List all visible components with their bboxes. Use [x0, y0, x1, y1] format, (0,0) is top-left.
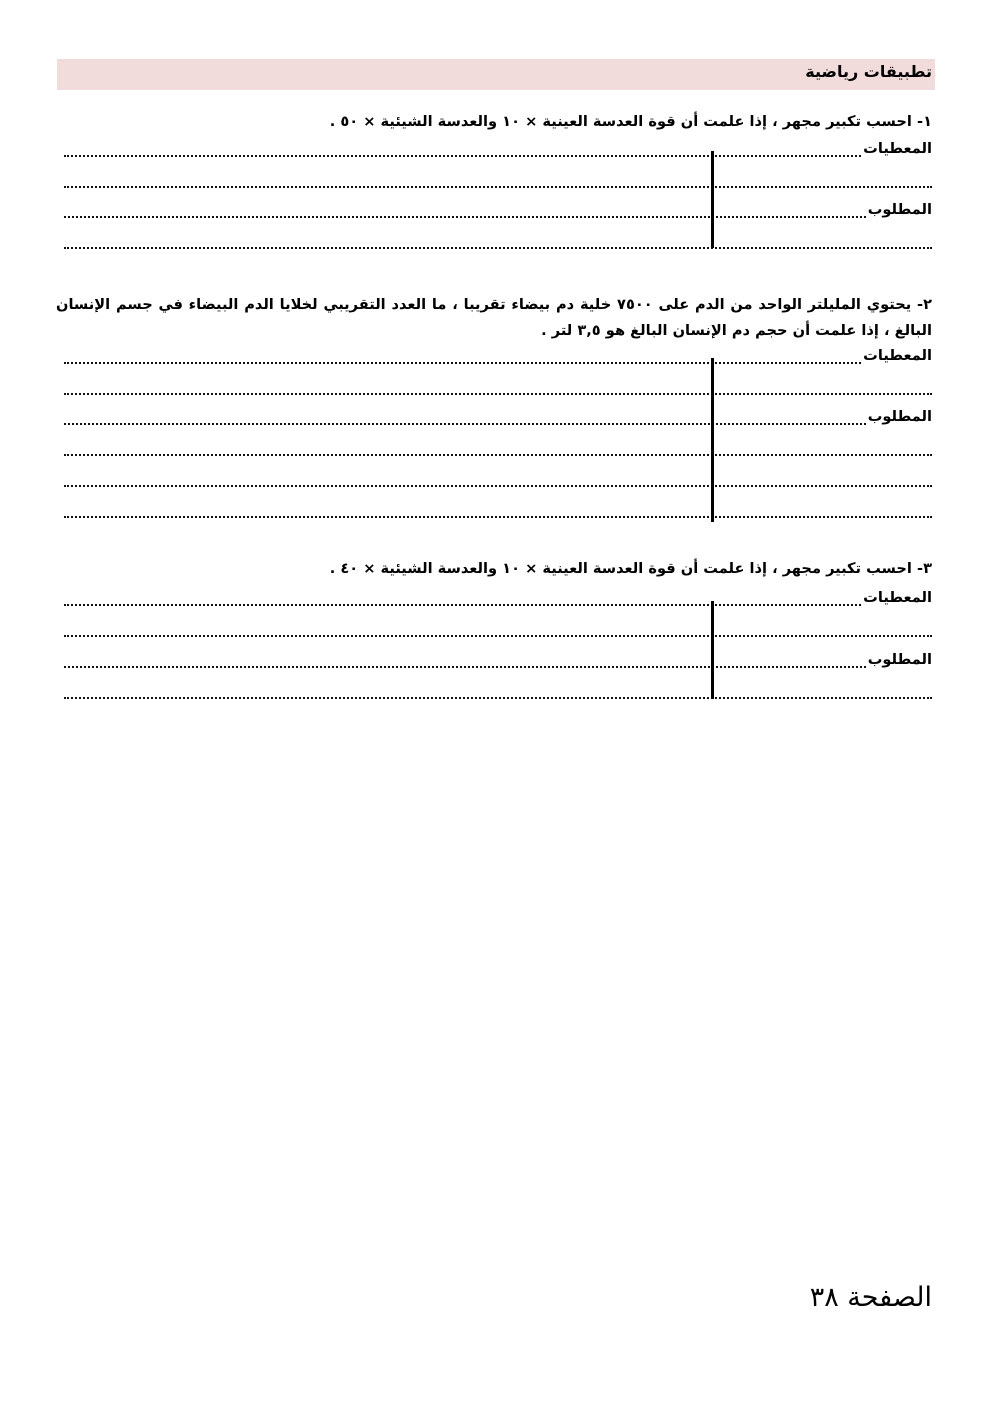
answer-dotted-line — [64, 423, 866, 425]
answer-dotted-line — [64, 666, 866, 668]
answer-dotted-line — [64, 155, 861, 157]
answer-dotted-line — [64, 362, 861, 364]
question-2-answer-line-2[interactable] — [64, 376, 932, 398]
question-1-required-label: المطلوب — [867, 201, 932, 218]
question-2-required-line[interactable] — [64, 406, 932, 428]
question-2-answer-line-4[interactable] — [64, 437, 932, 459]
answer-dotted-line — [64, 604, 861, 606]
question-2-answer-line-5[interactable] — [64, 468, 932, 490]
answer-dotted-line — [64, 516, 932, 518]
question-1-divider — [711, 151, 714, 248]
question-3-text: ٣- احسب تكبير مجهر ، إذا علمت أن قوة العدسة العينية × ١٠ والعدسة الشيئية × ٤٠ . — [329, 560, 932, 577]
question-2-divider — [711, 358, 714, 522]
question-1-answer-line-2[interactable] — [64, 169, 932, 191]
question-1-answer-line-4[interactable] — [64, 230, 932, 252]
answer-dotted-line — [64, 635, 932, 637]
page-number: الصفحة ٣٨ — [809, 1282, 932, 1313]
answer-dotted-line — [64, 454, 932, 456]
question-3-answer-line-2[interactable] — [64, 618, 932, 640]
answer-dotted-line — [64, 697, 932, 699]
question-2-answer-line-6[interactable] — [64, 499, 932, 521]
question-3-answer-line-4[interactable] — [64, 680, 932, 702]
answer-dotted-line — [64, 393, 932, 395]
question-1-text: ١- احسب تكبير مجهر ، إذا علمت أن قوة العدسة العينية × ١٠ والعدسة الشيئية × ٥٠ . — [329, 113, 932, 130]
answer-dotted-line — [64, 216, 866, 218]
question-3-given-label: المعطيات — [863, 589, 932, 606]
question-2-text: ٢- يحتوي المليلتر الواحد من الدم على ٧٥٠٠ خلية دم بيضاء تقريبا ، ما العدد التقريبي لخلايا الدم البيضاء في جسم الإنسان البالغ ، إذا علمت أن حجم دم الإنسان البالغ هو ٣,٥ لتر . — [56, 296, 933, 339]
question-3-required-label: المطلوب — [867, 651, 932, 668]
answer-dotted-line — [64, 247, 932, 249]
question-3-divider — [711, 601, 714, 699]
answer-dotted-line — [64, 485, 932, 487]
question-1-given-label: المعطيات — [863, 140, 932, 157]
question-2-given-label: المعطيات — [863, 347, 932, 364]
question-2-given-line[interactable] — [64, 345, 932, 367]
question-1-required-line[interactable] — [64, 199, 932, 221]
question-3-required-line[interactable] — [64, 649, 932, 671]
question-1-given-line[interactable] — [64, 138, 932, 160]
question-2-required-label: المطلوب — [867, 408, 932, 425]
header-band — [57, 59, 935, 90]
page-title: تطبيقات رياضية — [805, 62, 932, 81]
answer-dotted-line — [64, 186, 932, 188]
question-3-given-line[interactable] — [64, 587, 932, 609]
